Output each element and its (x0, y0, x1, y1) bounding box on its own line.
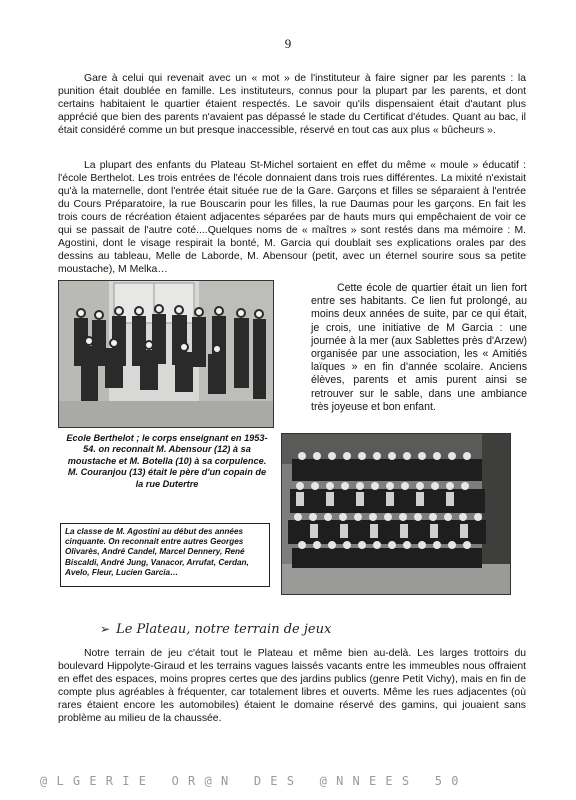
paragraph-intro-text: Gare à celui qui revenait avec un « mot » de l'instituteur à faire signer par les parents : la punition était doublée en famille. Les instituteurs, connus pour la plupart par les parents, et dont certains habitaient le quartier étaient respectés. Le savoir qu'ils dispensaient était d'autant plus apprécié que bien des parents n'avaient pas dépassé le stade du Certificat d'études. Quant au bac, il était considéré comme un but presque inaccessible, réservé en tout cas aux plus « bûcheurs ». (58, 73, 526, 136)
paragraph-playground-text: Notre terrain de jeu c'était tout le Plateau et même bien au-delà. Les larges trottoirs du boulevard Hippolyte-Giraud et les terrains vagues laissés vacants entre les immeubles nous offraient en effet des espaces, moins propres certes que des jardins publics (genre Petit Vichy), mais en fin de compte plus agréables à fréquenter, car totalement libres et ouverts. Même les rues adjacentes (où rares étaient encore les automobiles) étaient le domaine réservé des gamins, qui jouaient sans problème au milieu de la chaussée. (58, 648, 526, 724)
caption-teachers: Ecole Berthelot ; le corps enseignant en 1953-54. on reconnait M. Abensour (12) à sa moustache et M. Botella (10) à sa corpulence. M. Couranjou (13) était le père d'un copain de la rue Dutertre (66, 433, 268, 489)
class-photo-image (282, 434, 510, 594)
caption-class: La classe de M. Agostini au début des années cinquante. On reconnait entre autres Georges Olivarès, André Candel, Marcel Dennery, René Biscaldi, André Jung, Vanacor, Arrufat, Cerdan, Avelo, Fleur, Lucien Garcia… (60, 523, 270, 587)
teachers-photo-image (59, 281, 273, 427)
paragraph-intro (58, 72, 526, 137)
section-heading (100, 622, 331, 637)
paragraph-school (58, 159, 526, 276)
arrow-bullet-icon: ➢ (100, 622, 111, 636)
paragraph-community-text: Cette école de quartier était un lien fort entre ses habitants. Ce lien fut prolongé, au moins deux années de suite, par ce qui était, je crois, une initiative de M Garcia : une journée à la mer (aux Sablettes près d'Arzew) organisée par une association, les « Amitiés laïques » en fin d'année scolaire. Anciens élèves, parents et amis purent ainsi se retrouver sur le sable, dans une ambiance très joyeuse et bon enfant. (311, 282, 527, 413)
paragraph-school-text: La plupart des enfants du Plateau St-Michel sortaient en effet du même « moule » éducatif : l'école Berthelot. Les trois entrées de l'école donnaient dans trois rues différentes. La mixité n'existait qu'à la maternelle, dont l'entrée était située rue de la Gare. Garçons et filles se séparaient à l'entrée du Cours Préparatoire, la rue Bouscarin pour les filles, la rue Daumas pour les garçons. En fait les trois cours de récréation étaient adjacentes séparées par de hauts murs qui empêchaient de voir ce qui se passait de l'autre coté....Quelques noms de « maîtres » sont restés dans ma mémoire : M. Agostini, dont le visage respirait la bonté, M. Garcia qui doublait ses explications orales par des dessins au tableau, Melle de Laborde, M. Abensour (petit, avec un éternel sourire sous sa petite moustache), M Melka… (58, 160, 526, 275)
paragraph-community (311, 282, 527, 414)
page-number: 9 (284, 36, 292, 51)
section-heading-text: Le Plateau, notre terrain de jeux (116, 622, 332, 637)
paragraph-playground (58, 647, 526, 725)
teachers-photo (58, 280, 274, 428)
page-footer: @ L G E R I E O R @ N D E S @ N N E E S 5 0 (40, 774, 460, 788)
class-photo (281, 433, 511, 595)
